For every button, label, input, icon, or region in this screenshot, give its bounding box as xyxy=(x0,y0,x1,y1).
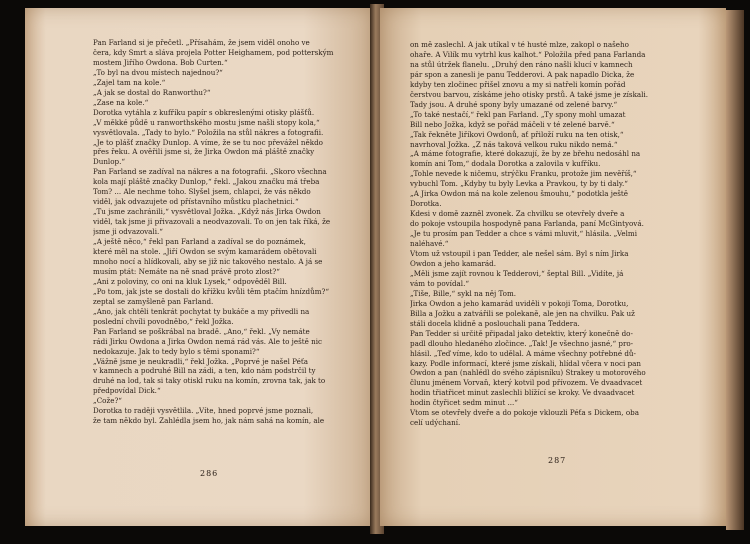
text-line: „Měli jsme zajít rovnou k Tedderovi,“ šeptal Bill. „Vidíte, já xyxy=(410,268,624,278)
text-line: Kdesi v domě zazněl zvonek. Za chvilku se otevřely dveře a xyxy=(410,209,625,219)
text-line: čera, kdy Smrt a sláva projela Potter Heighamem, pod potterským xyxy=(93,47,334,57)
text-line: vysvětlovala. „Tady to bylo.“ Položila na stůl nákres a fotografii. xyxy=(93,127,324,137)
text-line: navrhoval Jožka. „Z nás taková velkou ruku nikdo nemá.“ xyxy=(410,139,618,149)
text-line: přes řeku. A ověřili jsme si, že Jirka Owdon má pláště značky xyxy=(93,147,315,157)
text-line: Dorotka to raději vysvětlila. „Víte, hned poprvé jsme poznali, xyxy=(93,406,314,416)
text-line: Dorotka. xyxy=(410,199,442,209)
text-line: „Cože?“ xyxy=(93,396,122,406)
text-line: do pokoje vstoupila hospodyně pana Farlanda, paní McGintyová. xyxy=(410,219,644,229)
text-line: viděl, tak jsme ji přivazovali a neodvazovali. To on jen tak říká, že xyxy=(93,217,331,227)
text-line: zeptal se zamyšleně pan Farland. xyxy=(93,296,214,306)
text-line: kdyby ten zločinec přišel znovu a my si natřeli komín pořád xyxy=(410,79,626,89)
left-page-text xyxy=(93,38,355,426)
right-page-text xyxy=(410,40,686,428)
text-line: naléhavé.“ xyxy=(410,239,449,249)
text-line: mnoho nocí a hlídkovali, aby se již nic takového nestalo. A já se xyxy=(93,256,323,266)
text-line: „Tohle nevede k ničemu, strýčku Franku, protože jim nevěříš,“ xyxy=(410,169,637,179)
text-line: Pan Farland si je přečetl. „Přísahám, že jsem viděl onoho ve xyxy=(93,38,310,47)
text-line: Bill nebo Jožka, když se pořád máčeli v té zelené barvě.“ xyxy=(410,119,615,129)
text-line: vybuchl Tom. „Kdyby tu byly Levka a Pravkou, ty by ti daly.“ xyxy=(410,179,628,189)
text-line: „A ještě něco,“ řekl pan Farland a zadíval se do poznámek, xyxy=(93,237,306,247)
text-line: „A Jirka Owdon má na kole zelenou šmouhu,“ podotkla ještě xyxy=(410,189,629,199)
text-line: vám to povídal.“ xyxy=(410,278,469,288)
text-line: „To také nestačí,“ řekl pan Farland. „Ty spony mohl umazat xyxy=(410,109,626,119)
text-line: hodin třiatřicet minut zaslechli blížící se kroky. Ve dvaadvacet xyxy=(410,388,635,398)
text-line: jsme ji odvazovali.“ xyxy=(93,227,163,237)
text-line: předpovídal Dick.“ xyxy=(93,386,161,396)
text-line: padl dlouho hledaného zločince. „Tak! Je všechno jasné,“ pro- xyxy=(410,338,634,348)
text-line: pár spon a zanesli je panu Tedderovi. A pak napadlo Dicka, že xyxy=(410,69,635,79)
text-line: nedokazuje. Jak to tedy bylo s těmi sponami?“ xyxy=(93,346,260,356)
text-line: Jirka Owdon a jeho kamarád uviděli v pokoji Toma, Dorotku, xyxy=(410,298,629,308)
left-page xyxy=(25,8,373,526)
text-line: musím ptát: Nemáte na ně snad právě proto zlost?“ xyxy=(93,266,280,276)
text-line: poslední chvíli povodněbo,“ řekl Jožka. xyxy=(93,316,234,326)
text-line: viděl, jak odvazujete od přístavního můstku plachetnici.“ xyxy=(93,197,299,207)
text-line: Dorotka vytáhla z kufříku papír s obkreslenými otisky plášťů. xyxy=(93,107,315,117)
text-line: „Zajel tam na kole.“ xyxy=(93,77,166,87)
text-line: hodin čtyřicet sedm minut ...“ xyxy=(410,398,518,408)
text-line: „Tu jsme zachránili,“ vysvětloval Jožka. „Když nás Jirka Owdon xyxy=(93,207,321,217)
text-line: stáli docela klidně a poslouchali pana Teddera. xyxy=(410,318,580,328)
text-line: kazy. Podle informací, které jsme získali, hlídal včera v noci pan xyxy=(410,358,642,368)
text-line: rádi Jirku Owdona a Jirka Owdon nemá rád vás. Ale to ještě nic xyxy=(93,336,323,346)
text-line: Billa a Jožku a zatvářili se polekaně, ale jen na chvilku. Pak už xyxy=(410,308,635,318)
text-line: že tam někdo byl. Zahlédla jsem ho, jak nám sahá na komín, ale xyxy=(93,416,325,426)
text-line: Vtom už vstoupil i pan Tedder, ale nešel sám. Byl s ním Jirka xyxy=(410,249,629,259)
text-line: „Je to plášť značky Dunlop. A víme, že se tu noc převážel někdo xyxy=(93,137,323,147)
text-line: „Po tom, jak jste se dostali do křížku kvůli těm ptačím hnízdům?“ xyxy=(93,286,329,296)
text-line: mostem Jiřího Owdona. Bob Curten.“ xyxy=(93,57,228,67)
text-line: které měl na stole. „Jiří Owdon se svým kamarádem obětovali xyxy=(93,247,317,257)
text-line: Pan Farland se poškrábal na bradě. „Ano,“ řekl. „Vy nemáte xyxy=(93,326,310,336)
text-line: on mě zaslechl. A jak utíkal v té husté mlze, zakopl o našeho xyxy=(410,40,629,49)
text-line: celí udýchaní. xyxy=(410,418,461,428)
text-line: Dunlop.“ xyxy=(93,157,125,167)
left-page-number: 286 xyxy=(200,469,219,478)
book-edge xyxy=(726,10,744,530)
text-line: Owdon a pan (nahlédl do svého zápisníku) Strakey u motorového xyxy=(410,368,646,378)
text-line: „A máme fotografie, které dokazují, že by ze břehu nedosáhl na xyxy=(410,149,641,159)
right-page-number: 287 xyxy=(548,456,567,465)
text-line: Owdon a jeho kamarád. xyxy=(410,258,496,268)
text-line: druhé na lod, tak si taky otiskl ruku na komín, zrovna tak, jak to xyxy=(93,376,326,386)
text-line: Pan Farland se zadíval na nákres a na fotografii. „Skoro všechna xyxy=(93,167,327,177)
text-line: ohaře. A Vilík mu vytrhl kus kalhot.“ Položila před pana Farlanda xyxy=(410,49,646,59)
right-page xyxy=(380,8,726,526)
text-line: Pan Tedder si určitě připadal jako detektiv, který konečně do- xyxy=(410,328,633,338)
text-line: „Vážně jsme je neukradli,“ řekl Jožka. „Poprvé je našel Péťa xyxy=(93,356,308,366)
text-line: „Ani z poloviny, co oni na kluk Lysek,“ odpověděl Bill. xyxy=(93,276,287,286)
text-line: „Je tu prosím pan Tedder a chce s vámi mluvit,“ hlásila. „Velmi xyxy=(410,229,637,239)
text-line: Vtom se otevřely dveře a do pokoje vklouzli Péťa s Dickem, oba xyxy=(410,408,639,418)
text-line: „Ano, jak chtěli tenkrát pochytat ty bukáče a my přivedli na xyxy=(93,306,310,316)
text-line: v kamnech a podruhé Bill na zádi, a ten, kdo nám podstrčil ty xyxy=(93,366,316,376)
text-line: Tady jsou. A druhé spony byly umazané od zelené barvy.“ xyxy=(410,99,618,109)
text-line: čerstvou barvou, získáme jeho otisky prstů. A také jsme je získali. xyxy=(410,89,649,99)
text-line: „Tak řekněte Jiříkovi Owdonů, ať přiloží ruku na ten otisk,“ xyxy=(410,129,624,139)
text-line: „A jak se dostal do Ranworthu?“ xyxy=(93,87,211,97)
text-line: Tom? ... Ale nechme toho. Slyšel jsem, chlapci, že vás někdo xyxy=(93,187,311,197)
text-line: hlásil. „Teď víme, kdo to udělal. A máme všechny potřebné dů- xyxy=(410,348,636,358)
text-line: komín ani Tom,“ dodala Dorotka a zalovila v kufříku. xyxy=(410,159,601,169)
text-line: „V měkké půdě u ranworthského mostu jsme našli stopy kola,“ xyxy=(93,117,320,127)
text-line: „To byl na dvou místech najednou?“ xyxy=(93,67,223,77)
text-line: na stůl útržek flanelu. „Druhý den ráno našli klucí v kamnech xyxy=(410,59,633,69)
text-line: kola mají pláště značky Dunlop,“ řekl. „Jakou značku má třeba xyxy=(93,177,320,187)
text-line: „Zase na kole.“ xyxy=(93,97,149,107)
text-line: člunu jménem Vorvaň, který kotvil pod přívozem. Ve dvaadvacet xyxy=(410,378,643,388)
text-line: „Tiše, Bille,“ sykl na něj Tom. xyxy=(410,288,516,298)
